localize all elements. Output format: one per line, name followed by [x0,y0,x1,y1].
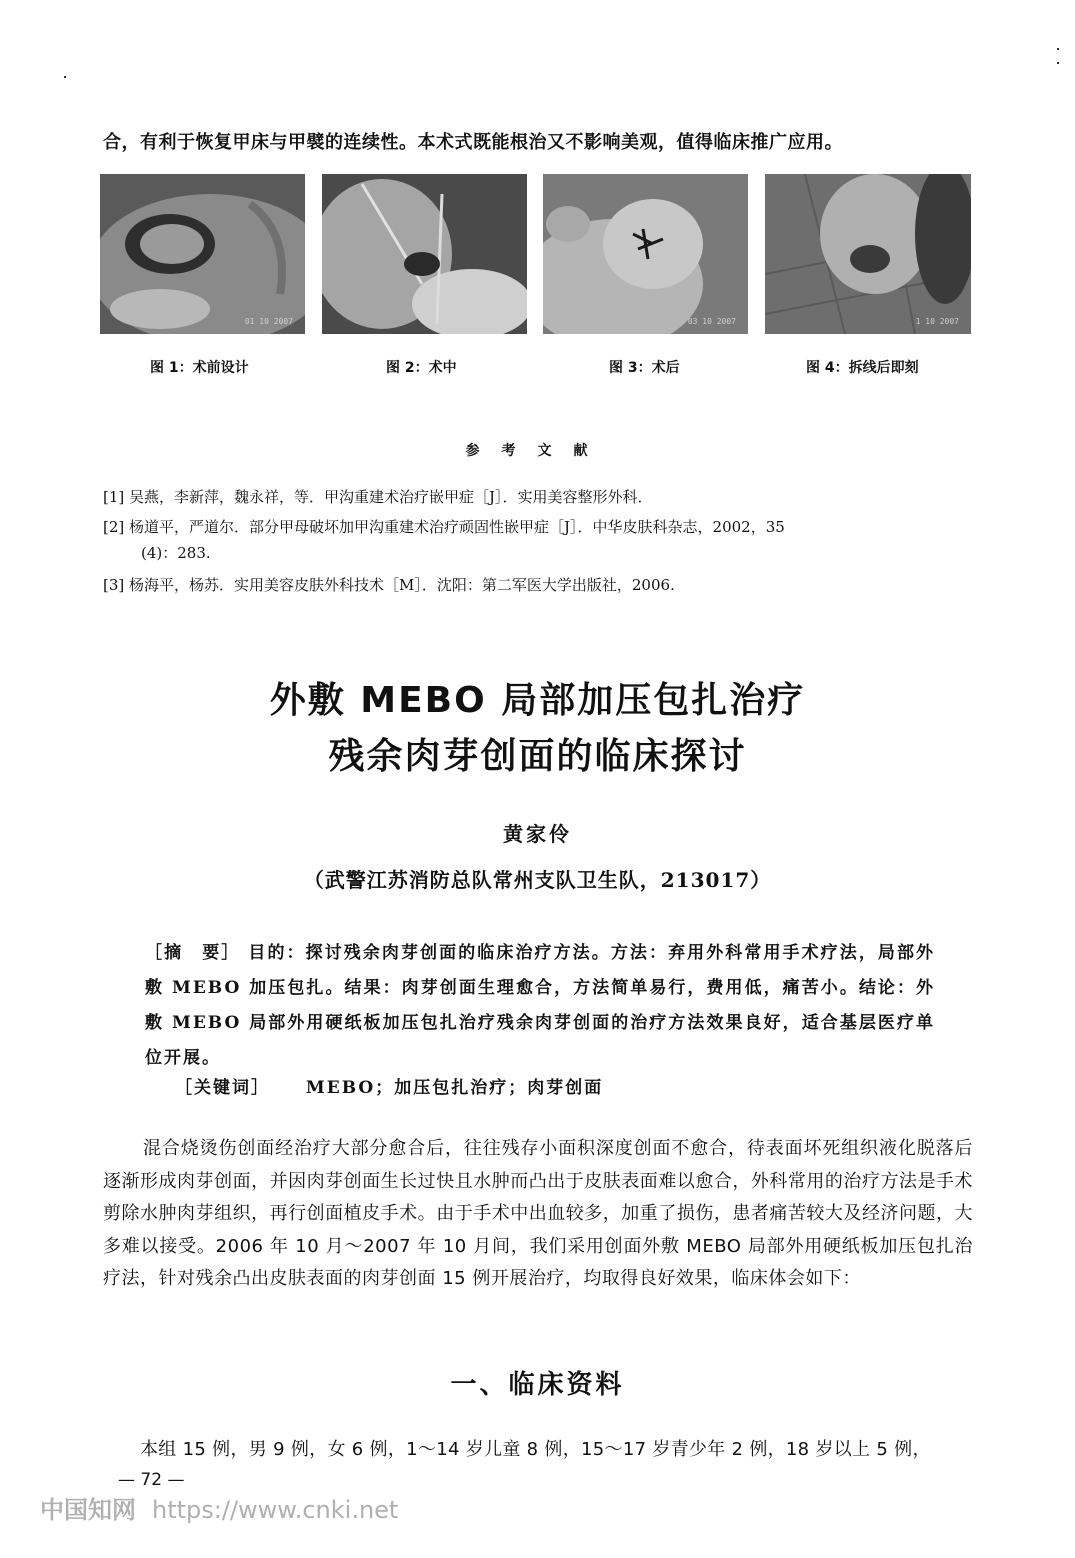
figure-1-caption: 图 1：术前设计 [150,360,249,376]
toe-stitches-removed-image [765,174,971,334]
abstract-label: ［摘 要］ [145,943,241,963]
method-label: 方法： [610,943,669,963]
photo-date-stamp: 03 10 2007 [687,317,736,326]
speck [1057,48,1059,50]
abstract [145,936,935,1076]
toe-surgery-image [322,174,527,334]
result-label: 结果： [344,978,402,998]
intro-line: 合，有利于恢复甲床与甲襞的连续性。本术式既能根治又不影响美观，值得临床推广应用。 [103,132,843,153]
body-paragraph-text: 混合烧烫伤创面经治疗大部分愈合后，往往残存小面积深度创面不愈合，待表面坏死组织液化脱落后逐渐形成肉芽创面，并因肉芽创面生长过快且水肿而凸出于皮肤表面难以愈合，外科常用的治疗方法是手术剪除水肿肉芽组织，再行创面植皮手术。由于手术中出血较多，加重了损伤，患者痛苦较大及经济问题，大多难以接受。2006 年 10 月～2007 年 10 月间，我们采用创面外敷 MEBO 局部外用硬纸板加压包扎治疗法，针对残余凸出皮肤表面的肉芽创面 15 例开展治疗，均取得良好效果，临床体会如下： [103,1138,973,1289]
reference-item [103,572,983,598]
cnki-watermark [40,1490,398,1525]
figure-4-photo [765,174,971,334]
section-text: 本组 15 例，男 9 例，女 6 例，1～14 岁儿童 8 例，15～17 岁青少年 2 例，18 岁以上 5 例， [140,1439,931,1460]
photo-date-stamp: 1 10 2007 [915,317,959,326]
author-affiliation: （武警江苏消防总队常州支队卫生队，213017） [303,868,772,892]
objective-text: 探讨残余肉芽创面的临床治疗方法。 [305,943,611,963]
author-name: 黄家伶 [503,822,572,846]
figure-3-caption: 图 3：术后 [609,360,680,376]
method-text: 弃用外科常用手术疗法，局部外敷 MEBO 加压包扎。 [145,943,936,998]
figure-4-caption: 图 4：拆线后即刻 [806,360,919,376]
reference-text: [3] 杨海平，杨苏．实用美容皮肤外科技术［M］．沈阳：第二军医大学出版社，2006. [103,576,675,594]
keywords [175,1073,603,1098]
keywords-label: ［关键词］ [175,1078,270,1098]
toe-postop-image [543,174,748,334]
watermark-url: https://www.cnki.net [152,1496,399,1524]
conclusion-label: 结论： [858,978,917,998]
objective-label: 目的： [248,943,306,963]
figure-2-caption: 图 2：术中 [386,360,457,376]
figure-1-photo [100,174,305,334]
figure-3-photo [543,174,748,334]
result-text: 肉芽创面生理愈合，方法简单易行，费用低，痛苦小。 [401,978,859,998]
references-heading: 参考文献 [465,443,610,459]
page-number: — 72 — [118,1470,185,1490]
article-title-line-1: 外敷 MEBO 局部加压包扎治疗 [269,680,806,721]
body-paragraph [103,1133,973,1296]
figure-2-photo [322,174,527,334]
article-title-line-2: 残余肉芽创面的临床探讨 [328,736,747,777]
speck [1057,62,1059,64]
keywords-text: MEBO；加压包扎治疗；肉芽创面 [305,1078,604,1098]
reference-continuation: (4)：283. [141,544,211,562]
reference-item [103,514,983,566]
conclusion-text: 外敷 MEBO 局部外用硬纸板加压包扎治疗残余肉芽创面的治疗方法效果良好，适合基层医疗单位开展。 [145,978,936,1068]
section-heading: 一、临床资料 [450,1370,625,1400]
speck [64,76,66,78]
watermark-brand: 中国知网 [40,1496,136,1524]
reference-text: [1] 吴燕，李新萍，魏永祥，等．甲沟重建术治疗嵌甲症［J］．实用美容整形外科． [103,488,653,506]
photo-date-stamp: 01 10 2007 [244,317,293,326]
toe-preop-image [100,174,305,334]
reference-item [103,484,983,510]
reference-text: [2] 杨道平，严道尔．部分甲母破坏加甲沟重建术治疗顽固性嵌甲症［J］．中华皮肤科杂志，2002，35 [103,518,785,536]
